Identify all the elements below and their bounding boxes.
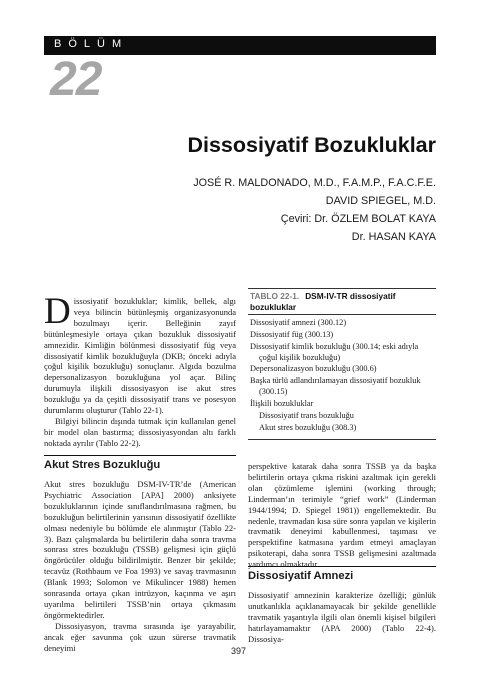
table-list-item: Dissosiyatif amnezi (300.12) xyxy=(250,318,347,327)
section-paragraph: Dissosiyasyon, travma sırasında işe yarayabilir, ancak eğer savunma çok uzun sürerse travmatik deneyimi xyxy=(44,620,236,653)
chapter-number: 22 xyxy=(50,53,102,106)
translator-1: Çeviri: Dr. ÖZLEM BOLAT KAYA xyxy=(280,213,436,225)
table-list-item: Akut stres bozukluğu (308.3) xyxy=(259,422,357,432)
right-column-text xyxy=(248,461,436,570)
table-list-item: Dissosiyatif kimlik bozukluğu (300.14; eski adıyla çoğul kişilik bozukluğu) xyxy=(250,341,419,362)
table-list-item: Depersonalizasyon bozukluğu (300.6) xyxy=(250,364,377,374)
section-rule xyxy=(44,455,236,456)
table-list-item: Dissosiyatif füg (300.13) xyxy=(250,329,334,339)
drop-cap: D xyxy=(44,291,71,332)
section-amnesia-text xyxy=(248,590,436,645)
table-bottom-rule xyxy=(248,439,436,440)
intro-paragraph-2: Bilgiyi bilincin dışında tutmak için kullanılan genel bir model olan bastırma; dissosiyasyondan altı farklı noktada ayrılır (Tablo 22-2). xyxy=(44,415,236,448)
chapter-word: BÖLÜM xyxy=(54,38,129,50)
section-paragraph: Akut stres bozukluğu DSM-IV-TR’de (American Psychiatric Association [APA] 2000) anksiyete bozukluklarının içinde sınıflandırılmasına rağmen, bu bozukluğun belirtilerinin yarısının dissosiyatif özellikte olması nedeniyle bu bölümde ele alınmıştır (Tablo 22-3). Bazı çalışmalarda bu belirtilerin daha sonra travma sonrası stres bozukluğu (TSSB) gelişmesi için güçlü öngörücüler olduğu bildirilmiştir. Benzer bir şekilde; tecavüz (Rothbaum ve Foa 1993) ve savaş travmasının (Blank 1993; Solomon ve Mikulincer 1988) hemen sonrasında ortaya çıkan intrüzyon, kaçınma ve aşırı uyarılma belirtileri TSSB’nin ortaya çıkmasını öngörmektedirler. xyxy=(44,479,236,620)
section-acute-stress-text xyxy=(44,479,236,654)
table-top-rule xyxy=(248,288,436,289)
continued-paragraph: perspektive katarak daha sonra TSSB ya da başka belirtilerin ortaya çıkma riskini azaltmak için gerekli olan çözümleme işlemini (working through; Linderman’ın terimiyle “grief work” (Linderman 1944/1994; D. Spiegel 1981)) engellemektedir. Bu nedenle, travmadan kısa süre sonra yapılan ve kişilerin travmatik deneyimi kabullenmesi, taşıması ve perspektifine katmasına yardım etmeyi amaçlayan psikoterapi, daha sonra TSSB gelişmesini azaltmada yardımcı olmaktadır. xyxy=(248,461,436,570)
table-title: DSM-IV-TR dissosiyatif bozukluklar xyxy=(250,291,396,312)
page-number: 397 xyxy=(230,646,247,656)
intro-text xyxy=(44,291,236,449)
table-label: TABLO 22-1. xyxy=(250,291,300,301)
table-list-item: İlişkili bozukluklar xyxy=(250,399,314,409)
author-1: JOSÉ R. MALDONADO, M.D., F.A.M.P., F.A.C.F.E. xyxy=(193,177,436,189)
section-heading-acute-stress: Akut Stres Bozukluğu xyxy=(44,459,161,471)
intro-paragraph-1 xyxy=(44,291,236,416)
table-list-item: Başka türlü adlandırılamayan dissosiyatif bozukluk (300.15) xyxy=(250,376,421,397)
table-list-item: Dissosiyatif trans bozukluğu xyxy=(259,410,354,420)
section-rule xyxy=(248,566,436,567)
table-caption-rule xyxy=(248,314,436,315)
intro-paragraph-1-text: issosiyatif bozukluklar; kimlik, bellek, algı veya bilincin bütünleşmiş organizasyonunda bozulmayı içerir. Belleğinin zayıf bütünleşmesiyle ortaya çıkan bozukluk dissosiyatif amnezidir. Kimliğin bölünmesi dissosiyatif füg veya dissosiyatif kimlik bozukluğuyla (DKB; önceki adıyla çoğul kişilik bozukluğu) sonuçlanır. Algıda bozulma depersonalizasyon bozukluğuna yol açar. Bilinç durumuyla ilişkili dissosiyasyon ise akut stres bozukluğu ya da çeşitli dissosiyatif trans ve posesyon durumlarını oluşturur (Tablo 22-1). xyxy=(44,296,236,416)
section-paragraph: Dissosiyatif amnezinin karakterize özelliği; günlük unutkanlıkla açıklanamayacak bir şekilde genellikle travmatik yaşantıyla ilgili olan önemli kişisel bilgileri hatırlayamamaktır (APA 2000) (Tablo 22-4). Dissosiya- xyxy=(248,590,436,644)
chapter-bar xyxy=(44,36,436,55)
translator-2: Dr. HASAN KAYA xyxy=(351,231,436,243)
chapter-title: Dissosiyatif Bozukluklar xyxy=(187,133,436,157)
table-caption xyxy=(250,291,434,312)
section-heading-amnesia: Dissosiyatif Amnezi xyxy=(248,570,354,582)
table-list xyxy=(250,318,436,435)
author-2: DAVID SPIEGEL, M.D. xyxy=(325,195,436,207)
